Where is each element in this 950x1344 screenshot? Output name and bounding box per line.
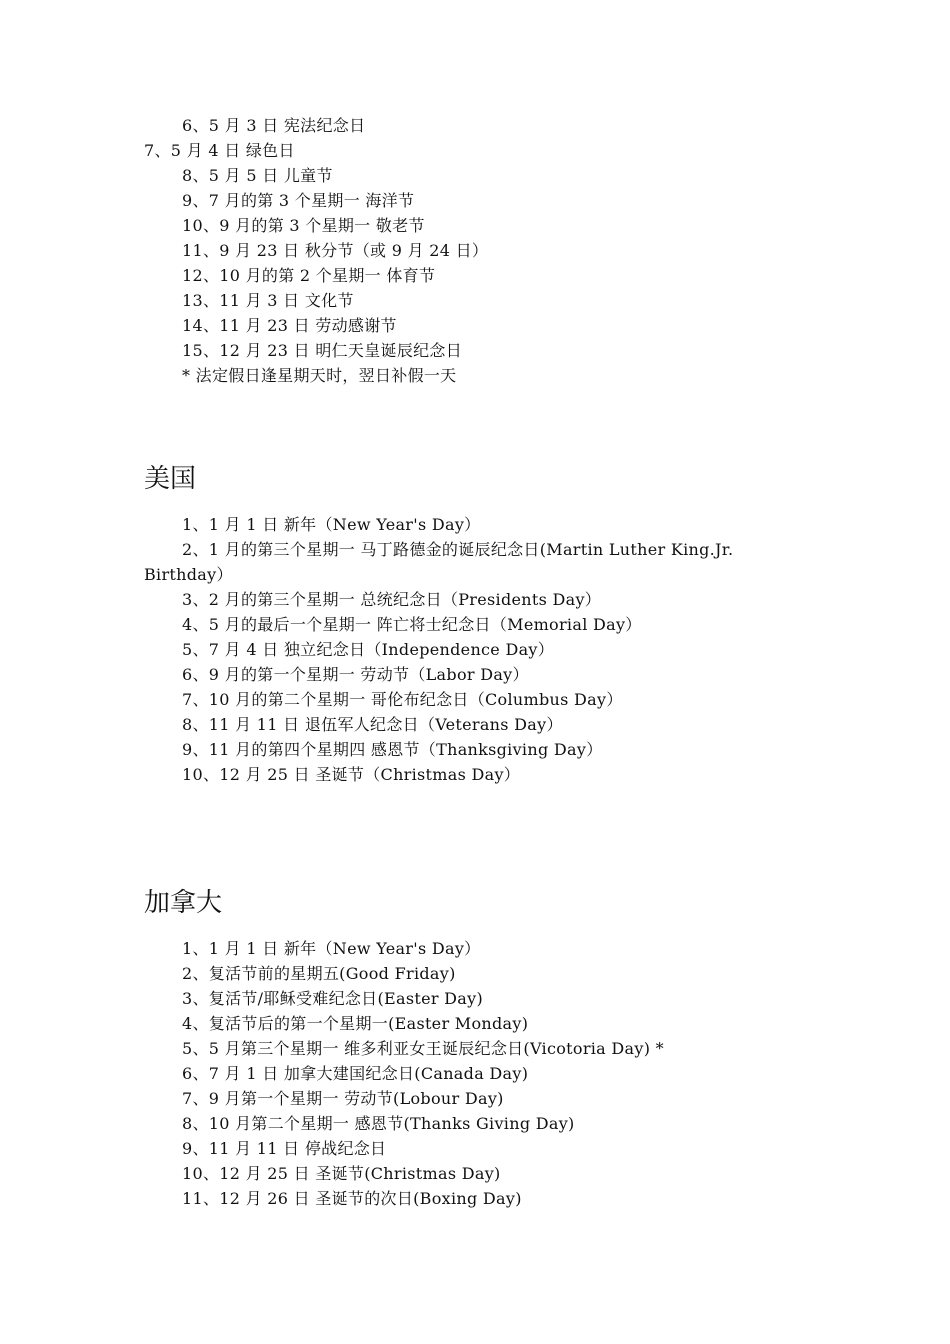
canada-item-2: 2、复活节前的星期五(Good Friday) (182, 964, 456, 983)
canada-heading: 加拿大 (144, 888, 223, 918)
japan-item-13: 13、11 月 3 日 文化节 (182, 291, 354, 310)
usa-heading: 美国 (144, 464, 197, 494)
japan-item-6: 6、5 月 3 日 宪法纪念日 (182, 116, 366, 135)
japan-item-8: 8、5 月 5 日 儿童节 (182, 166, 333, 185)
usa-item-2: 2、1 月的第三个星期一 马丁路德金的诞辰纪念日(Martin Luther King.Jr. (182, 540, 734, 559)
usa-item-4: 4、5 月的最后一个星期一 阵亡将士纪念日（Memorial Day） (182, 615, 642, 634)
canada-item-9: 9、11 月 11 日 停战纪念日 (182, 1139, 387, 1158)
usa-item-10: 10、12 月 25 日 圣诞节（Christmas Day） (182, 765, 521, 784)
canada-item-10: 10、12 月 25 日 圣诞节(Christmas Day) (182, 1164, 501, 1183)
canada-item-8: 8、10 月第二个星期一 感恩节(Thanks Giving Day) (182, 1114, 575, 1133)
japan-note: * 法定假日逢星期天时，翌日补假一天 (182, 366, 457, 385)
usa-item-3: 3、2 月的第三个星期一 总统纪念日（Presidents Day） (182, 590, 602, 609)
usa-item-1: 1、1 月 1 日 新年（New Year's Day） (182, 515, 481, 534)
japan-item-10: 10、9 月的第 3 个星期一 敬老节 (182, 216, 425, 235)
canada-item-4: 4、复活节后的第一个星期一(Easter Monday) (182, 1014, 529, 1033)
japan-item-15: 15、12 月 23 日 明仁天皇诞辰纪念日 (182, 341, 463, 360)
japan-item-7: 7、5 月 4 日 绿色日 (144, 141, 295, 160)
usa-item-2-continued: Birthday） (144, 565, 233, 584)
japan-item-14: 14、11 月 23 日 劳动感谢节 (182, 316, 397, 335)
canada-item-1: 1、1 月 1 日 新年（New Year's Day） (182, 939, 481, 958)
japan-item-12: 12、10 月的第 2 个星期一 体育节 (182, 266, 436, 285)
usa-item-7: 7、10 月的第二个星期一 哥伦布纪念日（Columbus Day） (182, 690, 623, 709)
canada-item-6: 6、7 月 1 日 加拿大建国纪念日(Canada Day) (182, 1064, 529, 1083)
usa-item-9: 9、11 月的第四个星期四 感恩节（Thanksgiving Day） (182, 740, 603, 759)
usa-item-8: 8、11 月 11 日 退伍军人纪念日（Veterans Day） (182, 715, 563, 734)
canada-item-3: 3、复活节/耶稣受难纪念日(Easter Day) (182, 989, 484, 1008)
japan-item-9: 9、7 月的第 3 个星期一 海洋节 (182, 191, 415, 210)
canada-item-7: 7、9 月第一个星期一 劳动节(Lobour Day) (182, 1089, 504, 1108)
canada-item-5: 5、5 月第三个星期一 维多利亚女王诞辰纪念日(Vicotoria Day) * (182, 1039, 664, 1058)
usa-item-5: 5、7 月 4 日 独立纪念日（Independence Day） (182, 640, 555, 659)
usa-item-6: 6、9 月的第一个星期一 劳动节（Labor Day） (182, 665, 529, 684)
japan-item-11: 11、9 月 23 日 秋分节（或 9 月 24 日） (182, 241, 489, 260)
canada-item-11: 11、12 月 26 日 圣诞节的次日(Boxing Day) (182, 1189, 522, 1208)
